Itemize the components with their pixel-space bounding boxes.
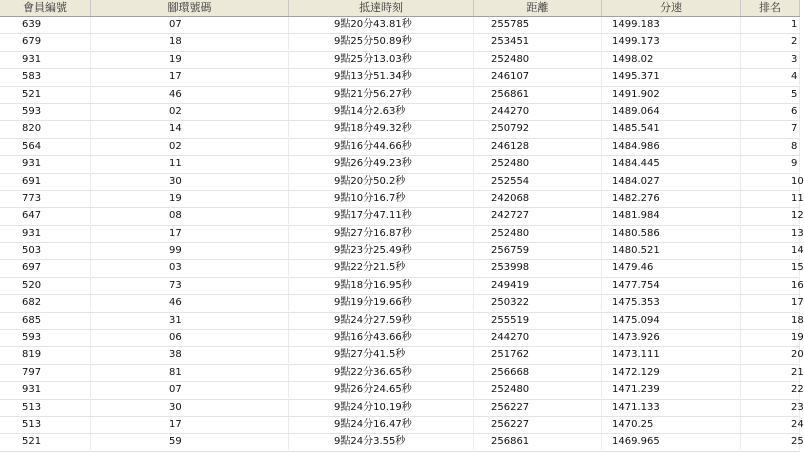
arrival-time-cell: 9點20分50.2秒 — [289, 174, 474, 190]
table-row[interactable] — [0, 156, 800, 173]
table-row[interactable] — [0, 260, 804, 277]
speed-cell: 1480.521 — [602, 243, 741, 259]
speed-cell: 1477.754 — [602, 278, 741, 294]
rank-cell: 24 — [741, 417, 800, 433]
ring-number-cell: 73 — [91, 278, 289, 294]
ring-number-cell: 02 — [91, 104, 289, 120]
table-row[interactable] — [0, 34, 800, 51]
table-body — [0, 17, 804, 452]
table-row[interactable] — [0, 313, 804, 330]
distance-cell: 256227 — [474, 400, 602, 416]
arrival-time-cell: 9點17分47.11秒 — [289, 208, 474, 224]
table-row[interactable] — [0, 382, 804, 399]
distance-cell: 256861 — [474, 434, 602, 450]
member-id-cell: 697 — [0, 260, 91, 276]
arrival-time-cell: 9點26分49.23秒 — [289, 156, 474, 172]
distance-cell: 251762 — [474, 347, 602, 363]
speed-cell: 1495.371 — [602, 69, 741, 85]
member-id-cell: 685 — [0, 313, 91, 329]
header-arrival-time[interactable]: 抵達時刻 — [289, 0, 474, 16]
rank-cell: 22 — [741, 382, 800, 398]
member-id-cell: 647 — [0, 208, 91, 224]
member-id-cell: 520 — [0, 278, 91, 294]
rank-cell: 13 — [741, 226, 800, 242]
speed-cell: 1475.353 — [602, 295, 741, 311]
table-row[interactable] — [0, 17, 800, 34]
rank-cell: 9 — [741, 156, 800, 172]
member-id-cell: 931 — [0, 226, 91, 242]
arrival-time-cell: 9點23分25.49秒 — [289, 243, 474, 259]
arrival-time-cell: 9點18分16.95秒 — [289, 278, 474, 294]
speed-cell: 1484.986 — [602, 139, 741, 155]
speed-cell: 1469.965 — [602, 434, 741, 450]
speed-cell: 1470.25 — [602, 417, 741, 433]
distance-cell: 252480 — [474, 156, 602, 172]
distance-cell: 255785 — [474, 17, 602, 33]
member-id-cell: 819 — [0, 347, 91, 363]
table-row[interactable] — [0, 191, 804, 208]
rank-cell: 10 — [741, 174, 800, 190]
distance-cell: 244270 — [474, 104, 602, 120]
arrival-time-cell: 9點27分16.87秒 — [289, 226, 474, 242]
table-row[interactable] — [0, 104, 800, 121]
distance-cell: 255519 — [474, 313, 602, 329]
table-row[interactable] — [0, 208, 804, 225]
ring-number-cell: 38 — [91, 347, 289, 363]
distance-cell: 253998 — [474, 260, 602, 276]
distance-cell: 246107 — [474, 69, 602, 85]
distance-cell: 256227 — [474, 417, 602, 433]
table-row[interactable] — [0, 347, 804, 364]
distance-cell: 256668 — [474, 365, 602, 381]
distance-cell: 256759 — [474, 243, 602, 259]
rank-cell: 11 — [741, 191, 800, 207]
header-ring-number[interactable]: 腳環號碼 — [91, 0, 289, 16]
distance-cell: 242068 — [474, 191, 602, 207]
distance-cell: 256861 — [474, 87, 602, 103]
speed-cell: 1482.276 — [602, 191, 741, 207]
rank-cell: 14 — [741, 243, 800, 259]
table-row[interactable] — [0, 417, 804, 434]
speed-cell: 1499.183 — [602, 17, 741, 33]
member-id-cell: 513 — [0, 417, 91, 433]
table-row[interactable] — [0, 400, 804, 417]
ring-number-cell: 03 — [91, 260, 289, 276]
member-id-cell: 931 — [0, 52, 91, 68]
distance-cell: 252480 — [474, 52, 602, 68]
rank-cell: 7 — [741, 121, 800, 137]
rank-cell: 4 — [741, 69, 800, 85]
arrival-time-cell: 9點16分44.66秒 — [289, 139, 474, 155]
table-row[interactable] — [0, 226, 804, 243]
arrival-time-cell: 9點22分21.5秒 — [289, 260, 474, 276]
arrival-time-cell: 9點25分13.03秒 — [289, 52, 474, 68]
speed-cell: 1471.133 — [602, 400, 741, 416]
member-id-cell: 639 — [0, 17, 91, 33]
arrival-time-cell: 9點14分2.63秒 — [289, 104, 474, 120]
ring-number-cell: 08 — [91, 208, 289, 224]
ring-number-cell: 19 — [91, 52, 289, 68]
rank-cell: 8 — [741, 139, 800, 155]
arrival-time-cell: 9點27分41.5秒 — [289, 347, 474, 363]
speed-cell: 1471.239 — [602, 382, 741, 398]
ring-number-cell: 02 — [91, 139, 289, 155]
header-distance[interactable]: 距離 — [474, 0, 602, 16]
table-row[interactable] — [0, 69, 800, 86]
arrival-time-cell: 9點10分16.7秒 — [289, 191, 474, 207]
distance-cell: 250322 — [474, 295, 602, 311]
arrival-time-cell: 9點24分16.47秒 — [289, 417, 474, 433]
arrival-time-cell: 9點26分24.65秒 — [289, 382, 474, 398]
member-id-cell: 521 — [0, 87, 91, 103]
rank-cell: 3 — [741, 52, 800, 68]
ring-number-cell: 17 — [91, 417, 289, 433]
speed-cell: 1484.445 — [602, 156, 741, 172]
arrival-time-cell: 9點24分27.59秒 — [289, 313, 474, 329]
table-row[interactable] — [0, 121, 800, 138]
speed-cell: 1473.111 — [602, 347, 741, 363]
speed-cell: 1473.926 — [602, 330, 741, 346]
header-member-id[interactable]: 會員編號 — [0, 0, 91, 16]
arrival-time-cell: 9點19分19.66秒 — [289, 295, 474, 311]
arrival-time-cell: 9點21分56.27秒 — [289, 87, 474, 103]
speed-cell: 1484.027 — [602, 174, 741, 190]
speed-cell: 1499.173 — [602, 34, 741, 50]
rank-cell: 20 — [741, 347, 800, 363]
distance-cell: 253451 — [474, 34, 602, 50]
ring-number-cell: 17 — [91, 69, 289, 85]
member-id-cell: 564 — [0, 139, 91, 155]
rank-cell: 5 — [741, 87, 800, 103]
member-id-cell: 931 — [0, 156, 91, 172]
ring-number-cell: 99 — [91, 243, 289, 259]
member-id-cell: 503 — [0, 243, 91, 259]
distance-cell: 242727 — [474, 208, 602, 224]
distance-cell: 244270 — [474, 330, 602, 346]
speed-cell: 1485.541 — [602, 121, 741, 137]
ring-number-cell: 07 — [91, 17, 289, 33]
speed-cell: 1472.129 — [602, 365, 741, 381]
distance-cell: 252480 — [474, 226, 602, 242]
arrival-time-cell: 9點24分3.55秒 — [289, 434, 474, 450]
arrival-time-cell: 9點22分36.65秒 — [289, 365, 474, 381]
member-id-cell: 679 — [0, 34, 91, 50]
distance-cell: 252480 — [474, 382, 602, 398]
arrival-time-cell: 9點13分51.34秒 — [289, 69, 474, 85]
ring-number-cell: 14 — [91, 121, 289, 137]
ring-number-cell: 30 — [91, 174, 289, 190]
header-rank[interactable]: 排名 — [741, 0, 800, 16]
speed-cell: 1491.902 — [602, 87, 741, 103]
distance-cell: 250792 — [474, 121, 602, 137]
member-id-cell: 931 — [0, 382, 91, 398]
member-id-cell: 797 — [0, 365, 91, 381]
table-row[interactable] — [0, 365, 804, 382]
member-id-cell: 682 — [0, 295, 91, 311]
ring-number-cell: 59 — [91, 434, 289, 450]
speed-cell: 1480.586 — [602, 226, 741, 242]
speed-cell: 1481.984 — [602, 208, 741, 224]
ring-number-cell: 17 — [91, 226, 289, 242]
member-id-cell: 593 — [0, 104, 91, 120]
ring-number-cell: 11 — [91, 156, 289, 172]
rank-cell: 25 — [741, 434, 800, 450]
arrival-time-cell: 9點18分49.32秒 — [289, 121, 474, 137]
arrival-time-cell: 9點20分43.81秒 — [289, 17, 474, 33]
distance-cell: 249419 — [474, 278, 602, 294]
ring-number-cell: 19 — [91, 191, 289, 207]
table-row[interactable] — [0, 139, 800, 156]
table-row[interactable] — [0, 174, 804, 191]
distance-cell: 246128 — [474, 139, 602, 155]
speed-cell: 1479.46 — [602, 260, 741, 276]
speed-cell: 1498.02 — [602, 52, 741, 68]
speed-cell: 1475.094 — [602, 313, 741, 329]
member-id-cell: 583 — [0, 69, 91, 85]
table-header — [0, 0, 800, 17]
table-row[interactable] — [0, 434, 804, 451]
ring-number-cell: 46 — [91, 295, 289, 311]
member-id-cell: 521 — [0, 434, 91, 450]
rank-cell: 23 — [741, 400, 800, 416]
member-id-cell: 773 — [0, 191, 91, 207]
rank-cell: 17 — [741, 295, 800, 311]
rank-cell: 12 — [741, 208, 800, 224]
ring-number-cell: 30 — [91, 400, 289, 416]
ring-number-cell: 07 — [91, 382, 289, 398]
speed-cell: 1489.064 — [602, 104, 741, 120]
arrival-time-cell: 9點24分10.19秒 — [289, 400, 474, 416]
arrival-time-cell: 9點16分43.66秒 — [289, 330, 474, 346]
arrival-time-cell: 9點25分50.89秒 — [289, 34, 474, 50]
table-row[interactable] — [0, 278, 804, 295]
member-id-cell: 820 — [0, 121, 91, 137]
rank-cell: 18 — [741, 313, 800, 329]
ring-number-cell: 46 — [91, 87, 289, 103]
member-id-cell: 593 — [0, 330, 91, 346]
rank-cell: 2 — [741, 34, 800, 50]
ring-number-cell: 18 — [91, 34, 289, 50]
ring-number-cell: 31 — [91, 313, 289, 329]
header-speed[interactable]: 分速 — [602, 0, 741, 16]
distance-cell: 252554 — [474, 174, 602, 190]
table-row[interactable] — [0, 295, 804, 312]
rank-cell: 16 — [741, 278, 800, 294]
rank-cell: 6 — [741, 104, 800, 120]
ring-number-cell: 06 — [91, 330, 289, 346]
table-row[interactable] — [0, 87, 800, 104]
rank-cell: 21 — [741, 365, 800, 381]
table-row[interactable] — [0, 330, 804, 347]
rank-cell: 15 — [741, 260, 800, 276]
member-id-cell: 691 — [0, 174, 91, 190]
rank-cell: 1 — [741, 17, 800, 33]
rank-cell: 19 — [741, 330, 800, 346]
ring-number-cell: 81 — [91, 365, 289, 381]
member-id-cell: 513 — [0, 400, 91, 416]
table-row[interactable] — [0, 243, 804, 260]
table-row[interactable] — [0, 52, 800, 69]
